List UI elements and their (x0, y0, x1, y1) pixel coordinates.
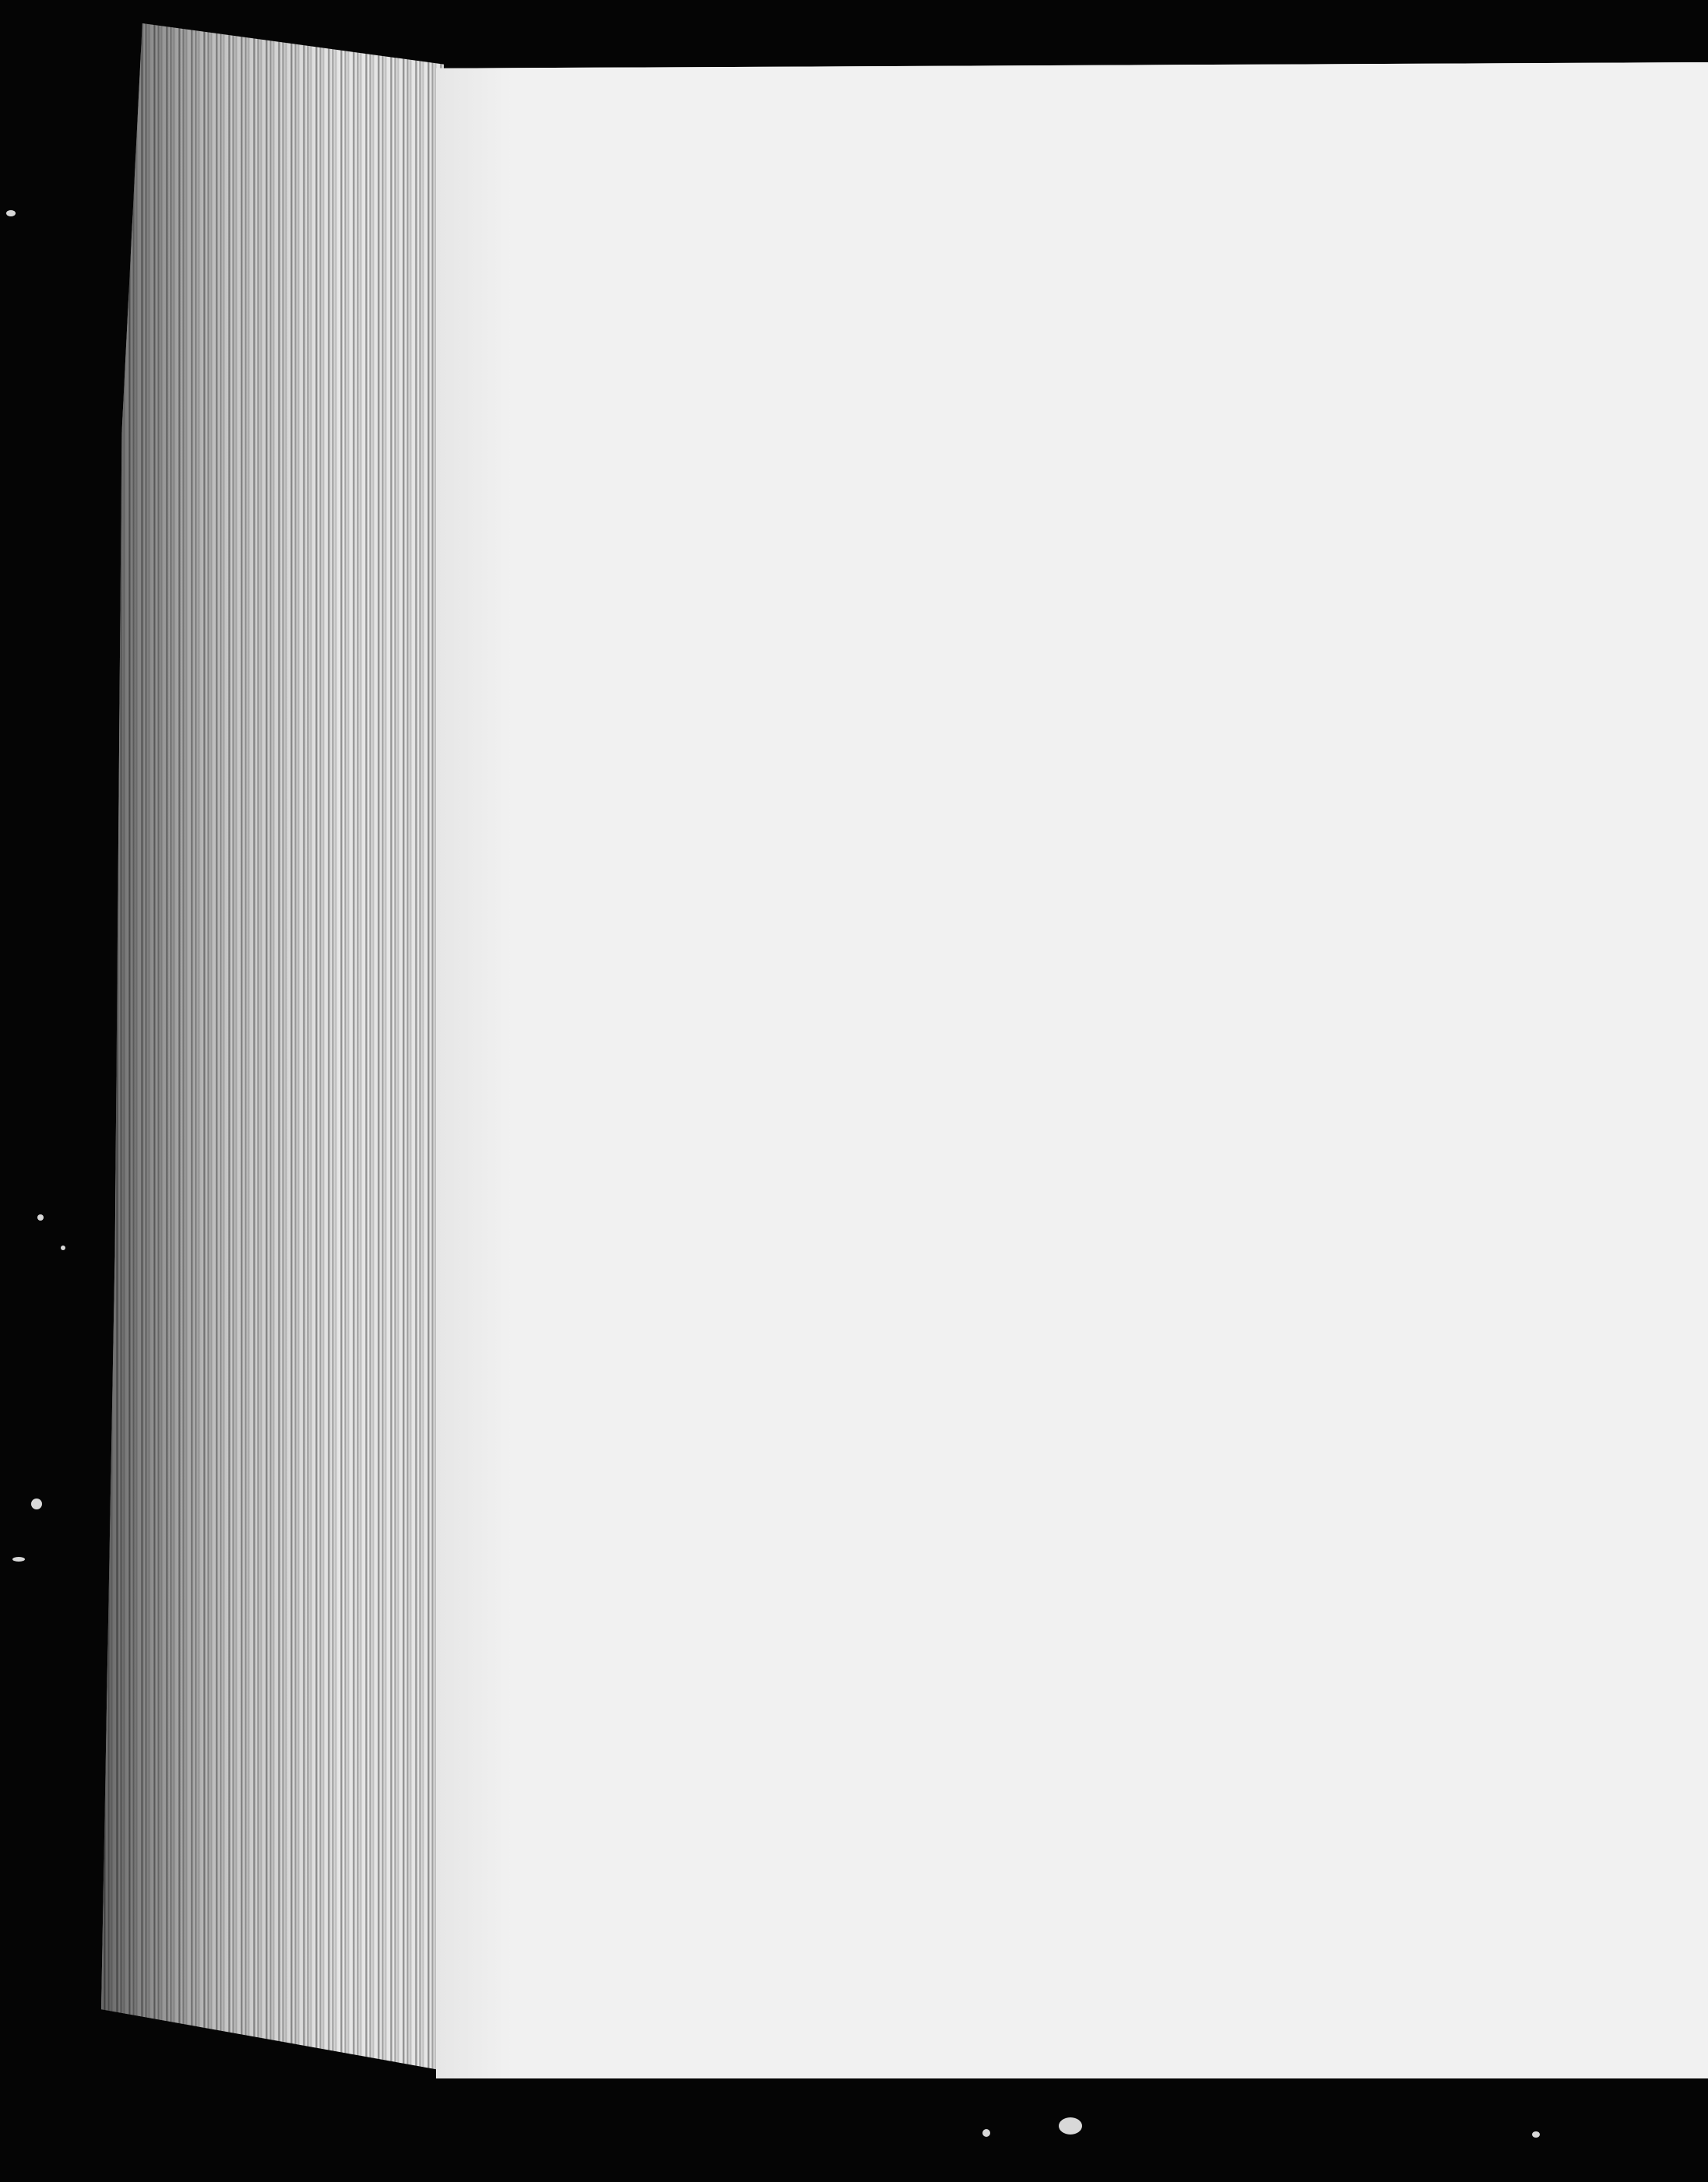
dust-speck (31, 1499, 42, 1509)
dust-speck (61, 1246, 65, 1250)
dust-speck (1059, 2117, 1082, 2135)
book-page (436, 62, 1708, 2078)
page-edges-shadow (101, 23, 444, 2071)
dust-speck (982, 2129, 990, 2137)
dust-speck (1532, 2131, 1540, 2138)
dust-speck (6, 210, 16, 216)
dust-speck (12, 1557, 25, 1562)
dust-speck (37, 1214, 44, 1221)
